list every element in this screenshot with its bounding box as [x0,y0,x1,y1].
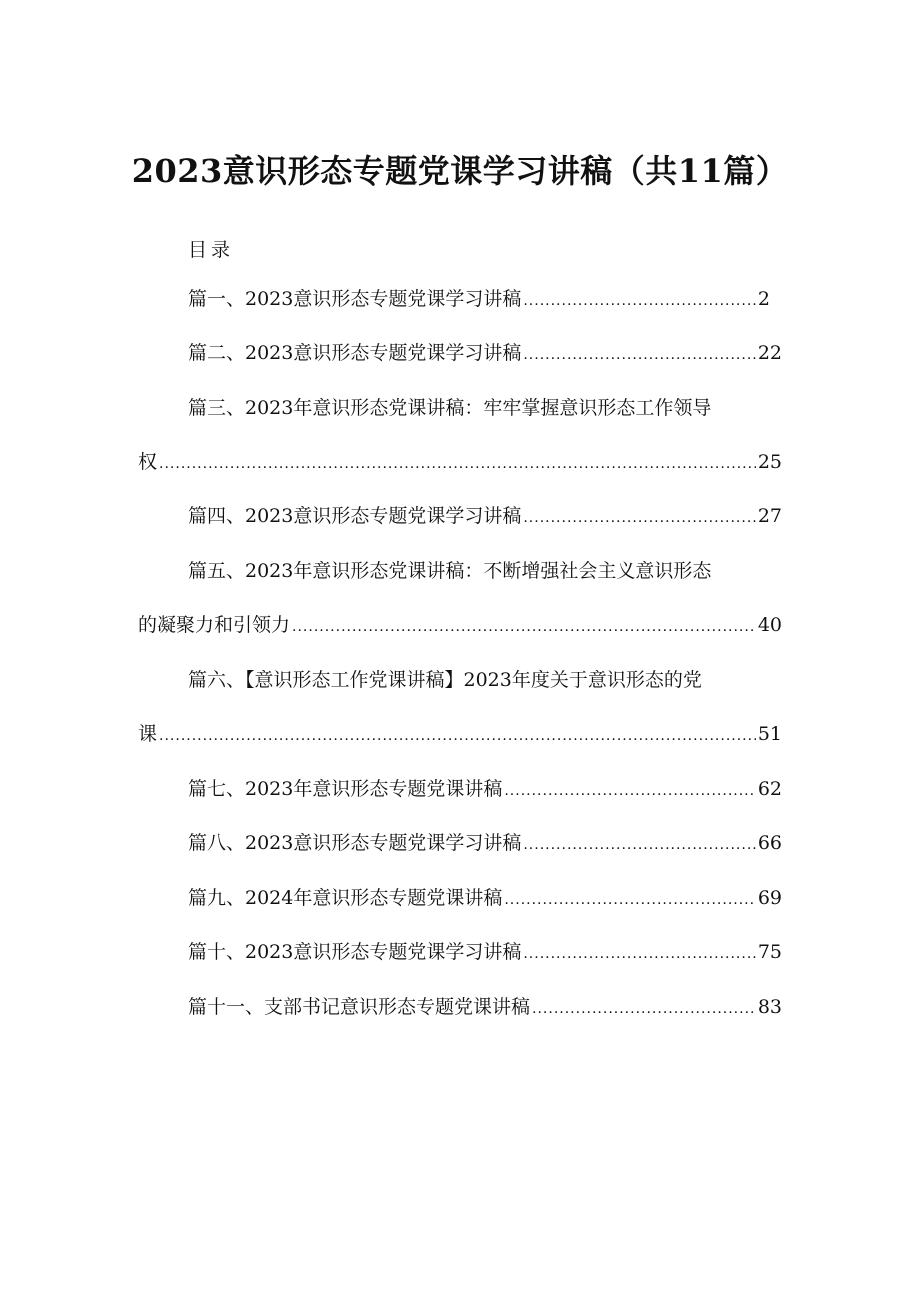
toc-entry-7[interactable] [188,776,782,802]
toc-page-number: 51 [757,723,782,745]
toc-entry-title: 篇五、2023年意识形态党课讲稿：不断增强社会主义意识形态 [188,560,712,582]
toc-entry-title-continued: 的凝聚力和引领力 [138,614,291,636]
toc-page-number: 25 [757,451,782,473]
toc-page-number: 69 [757,887,782,909]
dot-leader [523,943,755,965]
toc-page-number: 27 [757,505,782,527]
dot-leader [532,998,756,1020]
toc-entry-title: 篇八、2023意识形态专题党课学习讲稿 [188,832,522,854]
toc-entry-11[interactable] [188,994,782,1020]
toc-entry-title: 篇九、2024年意识形态专题党课讲稿 [188,887,503,909]
dot-leader [523,344,755,366]
dot-leader [523,290,756,312]
dot-leader [504,780,755,802]
dot-leader [159,725,756,747]
dot-leader [523,507,755,529]
toc-entry-9[interactable] [188,885,782,911]
dot-leader [159,453,756,475]
toc-entry-title: 篇一、2023意识形态专题党课学习讲稿 [188,288,522,310]
dot-leader [292,616,756,638]
toc-page-number: 22 [757,342,782,364]
toc-entry-6-line2[interactable] [138,721,782,747]
toc-entry-8[interactable] [188,830,782,856]
toc-page-number: 75 [757,941,782,963]
toc-entry-3-line1[interactable] [188,395,711,421]
toc-entry-2[interactable] [188,340,782,366]
toc-entry-title: 篇十、2023意识形态专题党课学习讲稿 [188,941,522,963]
toc-page-number: 66 [757,832,782,854]
toc-entry-5-line1[interactable] [188,558,711,584]
toc-entry-title: 篇三、2023年意识形态党课讲稿：牢牢掌握意识形态工作领导 [188,397,712,419]
toc-entry-3-line2[interactable] [138,449,782,475]
toc-entry-10[interactable] [188,939,782,965]
toc-entry-5-line2[interactable] [138,612,782,638]
toc-page-number: 83 [757,996,782,1018]
toc-heading: 目录 [188,239,235,261]
toc-entry-4[interactable] [188,503,782,529]
toc-entry-1[interactable] [188,286,770,312]
toc-page-number: 2 [757,288,770,310]
toc-entry-title: 篇二、2023意识形态专题党课学习讲稿 [188,342,522,364]
toc-entry-title-continued: 课 [138,723,158,745]
toc-entry-title: 篇六、【意识形态工作党课讲稿】2023年度关于意识形态的党 [188,669,702,691]
toc-entry-6-line1[interactable] [188,667,702,693]
toc-entry-title-continued: 权 [138,451,158,473]
toc-page-number: 40 [757,614,782,636]
document-title: 2023意识形态专题党课学习讲稿（共11篇） [131,152,789,190]
toc-entry-title: 篇十一、支部书记意识形态专题党课讲稿 [188,996,531,1018]
dot-leader [523,834,755,856]
dot-leader [504,889,755,911]
toc-entry-title: 篇七、2023年意识形态专题党课讲稿 [188,778,503,800]
toc-page-number: 62 [757,778,782,800]
toc-entry-title: 篇四、2023意识形态专题党课学习讲稿 [188,505,522,527]
